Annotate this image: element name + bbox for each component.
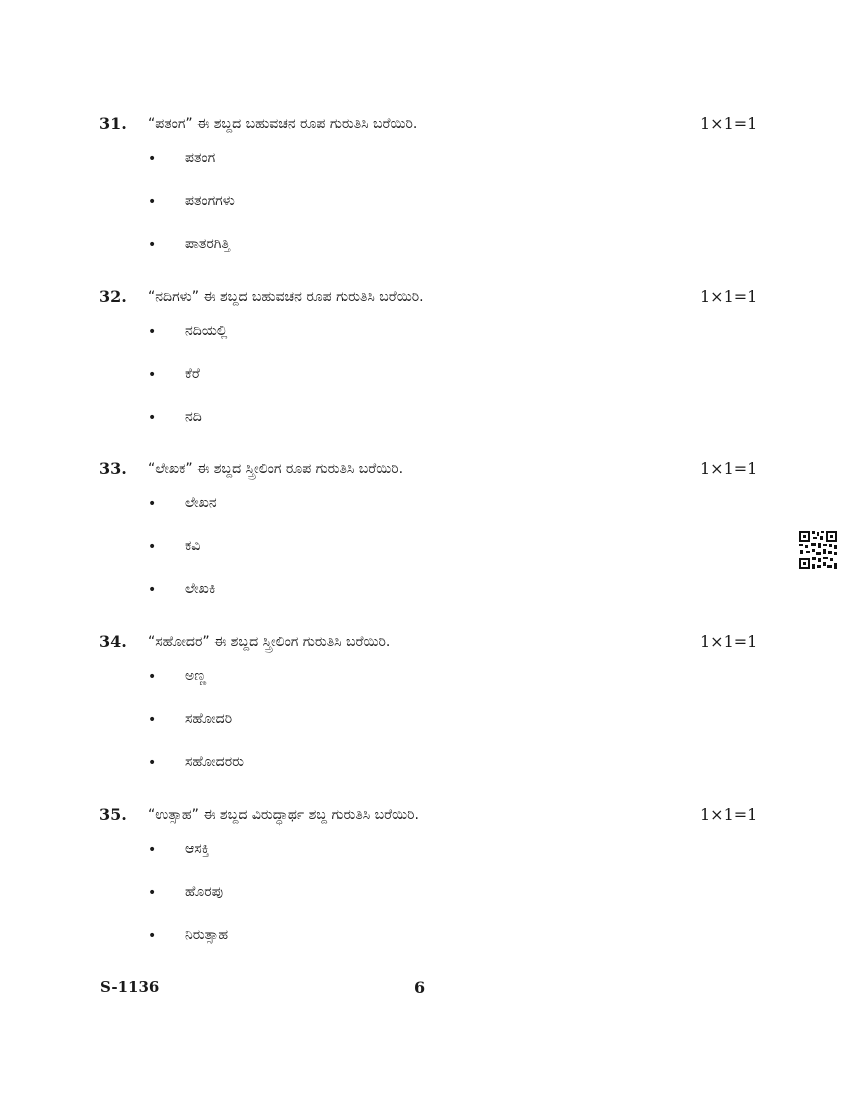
option-text: ಕವಿ [185,538,201,554]
option-item [0,234,850,277]
option-item [0,925,850,968]
question-text: “ಪತಂಗ” ಈ ಶಬ್ದದ ಬಹುವಚನ ರೂಪ ಗುರುತಿಸಿ ಬರೆಯಿರಿ. [148,116,418,132]
question-number: 32. [99,287,127,306]
option-list [0,493,850,622]
option-text: ಪತಂಗ [185,150,216,166]
bullet-icon: • [148,194,157,210]
option-item [0,752,850,795]
question-marks: 1×1=1 [700,459,758,478]
bullet-icon: • [148,669,157,685]
option-text: ನದಿ [185,409,202,425]
option-list [0,321,850,450]
question-marks: 1×1=1 [700,287,758,306]
option-item [0,148,850,191]
option-text: ಪತಂಗಗಳು [185,193,235,209]
question-number: 33. [99,459,127,478]
option-item [0,709,850,752]
question-text: “ಸಹೋದರ” ಈ ಶಬ್ದದ ಸ್ತ್ರೀಲಿಂಗ ಗುರುತಿಸಿ ಬರೆಯಿರಿ. [148,634,391,650]
option-text: ನದಿಯಲ್ಲಿ [185,323,228,339]
option-text: ಆಸಕ್ತಿ [185,841,210,857]
option-text: ಪಾತರಗಿತ್ತಿ [185,236,231,252]
option-text: ಸಹೋದರರು [185,754,244,770]
option-item [0,191,850,234]
option-item [0,493,850,536]
bullet-icon: • [148,539,157,555]
option-text: ಕೆರೆ [185,366,200,382]
bullet-icon: • [148,324,157,340]
bullet-icon: • [148,367,157,383]
question-text: “ಲೇಖಕ” ಈ ಶಬ್ದದ ಸ್ತ್ರೀಲಿಂಗ ರೂಪ ಗುರುತಿಸಿ ಬರೆಯಿರಿ. [148,461,404,477]
question-number: 31. [99,114,127,133]
paper-code: S-1136 [100,978,160,996]
option-list [0,839,850,968]
bullet-icon: • [148,237,157,253]
option-item [0,839,850,882]
option-text: ಲೇಖನ [185,495,217,511]
option-item [0,579,850,622]
bullet-icon: • [148,151,157,167]
option-text: ಹೊರಪು [185,884,223,900]
option-item [0,321,850,364]
option-item [0,536,850,579]
bullet-icon: • [148,582,157,598]
option-item [0,407,850,450]
bullet-icon: • [148,928,157,944]
bullet-icon: • [148,712,157,728]
option-text: ನಿರುತ್ಸಾಹ [185,927,229,943]
qr-code-icon [798,530,838,570]
question-text: “ನದಿಗಳು” ಈ ಶಬ್ದದ ಬಹುವಚನ ರೂಪ ಗುರುತಿಸಿ ಬರೆಯಿರಿ. [148,289,424,305]
question-marks: 1×1=1 [700,114,758,133]
bullet-icon: • [148,496,157,512]
question-marks: 1×1=1 [700,632,758,651]
question-number: 35. [99,805,127,824]
option-text: ಸಹೋದರಿ [185,711,233,727]
option-item [0,666,850,709]
question-marks: 1×1=1 [700,805,758,824]
page-number: 6 [414,978,426,997]
question-number: 34. [99,632,127,651]
option-text: ಅಣ್ಣ [185,668,207,684]
option-list [0,148,850,277]
option-item [0,882,850,925]
bullet-icon: • [148,885,157,901]
bullet-icon: • [148,755,157,771]
bullet-icon: • [148,842,157,858]
bullet-icon: • [148,410,157,426]
question-text: “ಉತ್ಸಾಹ” ಈ ಶಬ್ದದ ವಿರುದ್ಧಾರ್ಥ ಶಬ್ದ ಗುರುತಿಸಿ ಬರೆಯಿರಿ. [148,807,419,823]
option-text: ಲೇಖಕಿ [185,581,216,597]
option-item [0,364,850,407]
option-list [0,666,850,795]
